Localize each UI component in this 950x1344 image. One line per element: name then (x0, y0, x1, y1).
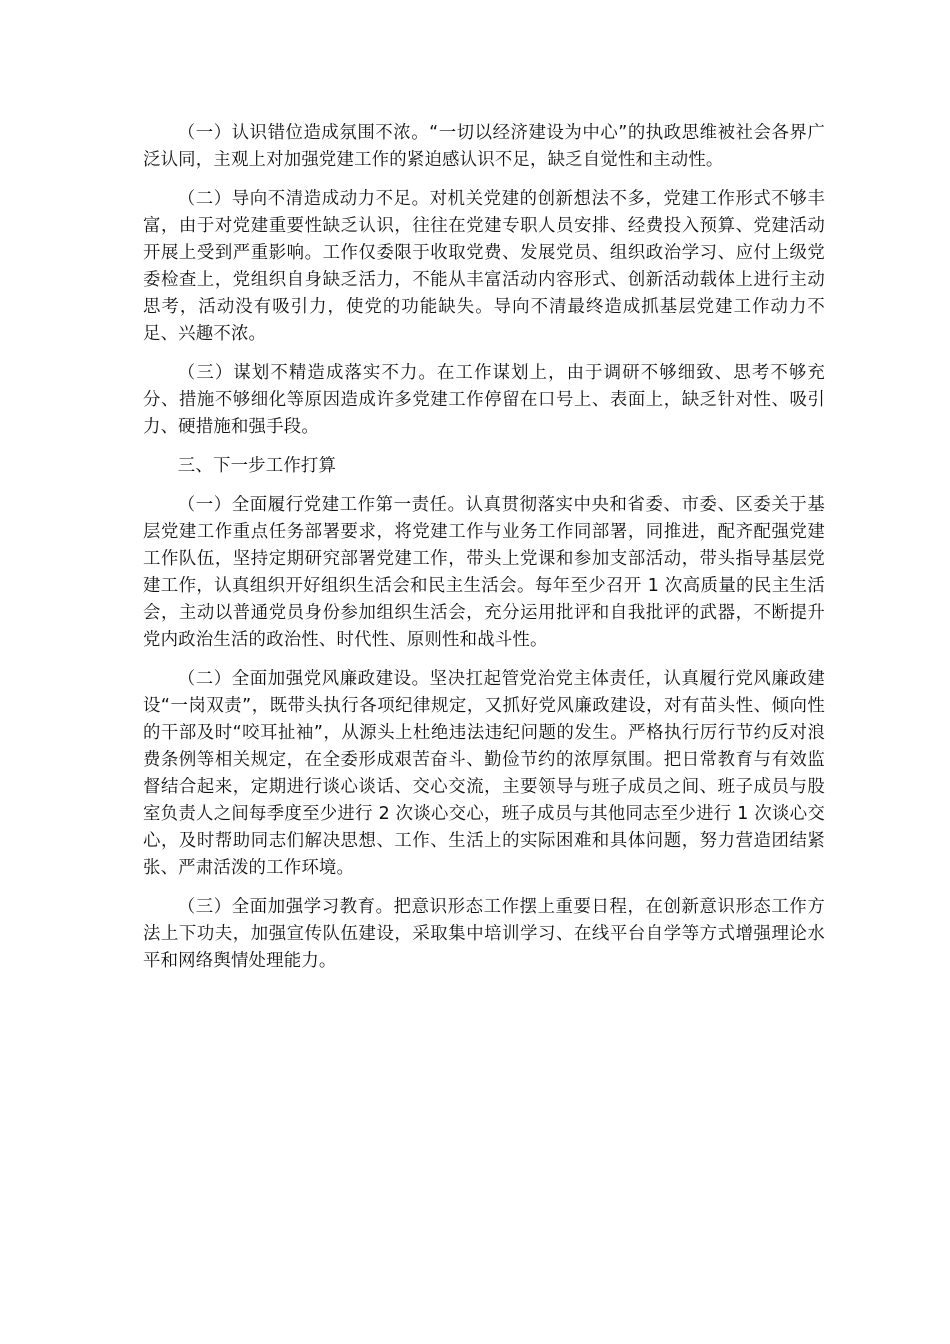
paragraph-2: （二）导向不清造成动力不足。对机关党建的创新想法不多，党建工作形式不够丰富，由于对党建重要性缺乏认识，往往在党建专职人员安排、经费投入预算、党建活动开展上受到严重影响。工作仅委限于收取党费、发展党员、组织政治学习、应付上级党委检查上，党组织自身缺乏活力，不能从丰富活动内容形式、创新活动载体上进行主动思考，活动没有吸引力，使党的功能缺失。导向不清最终造成抓基层党建工作动力不足、兴趣不浓。 (143, 189, 825, 344)
paragraph-3: （三）谋划不精造成落实不力。在工作谋划上，由于调研不够细致、思考不够充分、措施不够细化等原因造成许多党建工作停留在口号上、表面上，缺乏针对性、吸引力、硬措施和强手段。 (143, 363, 825, 437)
paragraph-1: （一）认识错位造成氛围不浓。“一切以经济建设为中心”的执政思维被社会各界广泛认同，主观上对加强党建工作的紧迫感认识不足，缺乏自觉性和主动性。 (143, 123, 825, 170)
paragraph-4: （一）全面履行党建工作第一责任。认真贯彻落实中央和省委、市委、区委关于基层党建工作重点任务部署要求，将党建工作与业务工作同部署，同推进，配齐配强党建工作队伍，坚持定期研究部署党建工作，带头上党课和参加支部活动，带头指导基层党建工作，认真组织开好组织生活会和民主生活会。每年至少召开 1 次高质量的民主生活会，主动以普通党员身份参加组织生活会，充分运用批评和自我批评的武器，不断提升党内政治生活的政治性、时代性、原则性和战斗性。 (143, 495, 825, 650)
paragraph-5: （二）全面加强党风廉政建设。坚决扛起管党治党主体责任，认真履行党风廉政建设“一岗双责”，既带头执行各项纪律规定，又抓好党风廉政建设，对有苗头性、倾向性的干部及时“咬耳扯袖”，从源头上杜绝违法违纪问题的发生。严格执行厉行节约反对浪费条例等相关规定，在全委形成艰苦奋斗、勤俭节约的浓厚氛围。把日常教育与有效监督结合起来，定期进行谈心谈话、交心交流，主要领导与班子成员之间、班子成员与股室负责人之间每季度至少进行 2 次谈心交心，班子成员与其他同志至少进行 1 次谈心交心，及时帮助同志们解决思想、工作、生活上的实际困难和具体问题，努力营造团结紧张、严肃活泼的工作环境。 (143, 669, 825, 878)
document-page (143, 120, 825, 987)
paragraph-6: （三）全面加强学习教育。把意识形态工作摆上重要日程，在创新意识形态工作方法上下功夫，加强宣传队伍建设，采取集中培训学习、在线平台自学等方式增强理论水平和网络舆情处理能力。 (143, 897, 825, 971)
section-heading: 三、下一步工作打算 (177, 456, 337, 476)
